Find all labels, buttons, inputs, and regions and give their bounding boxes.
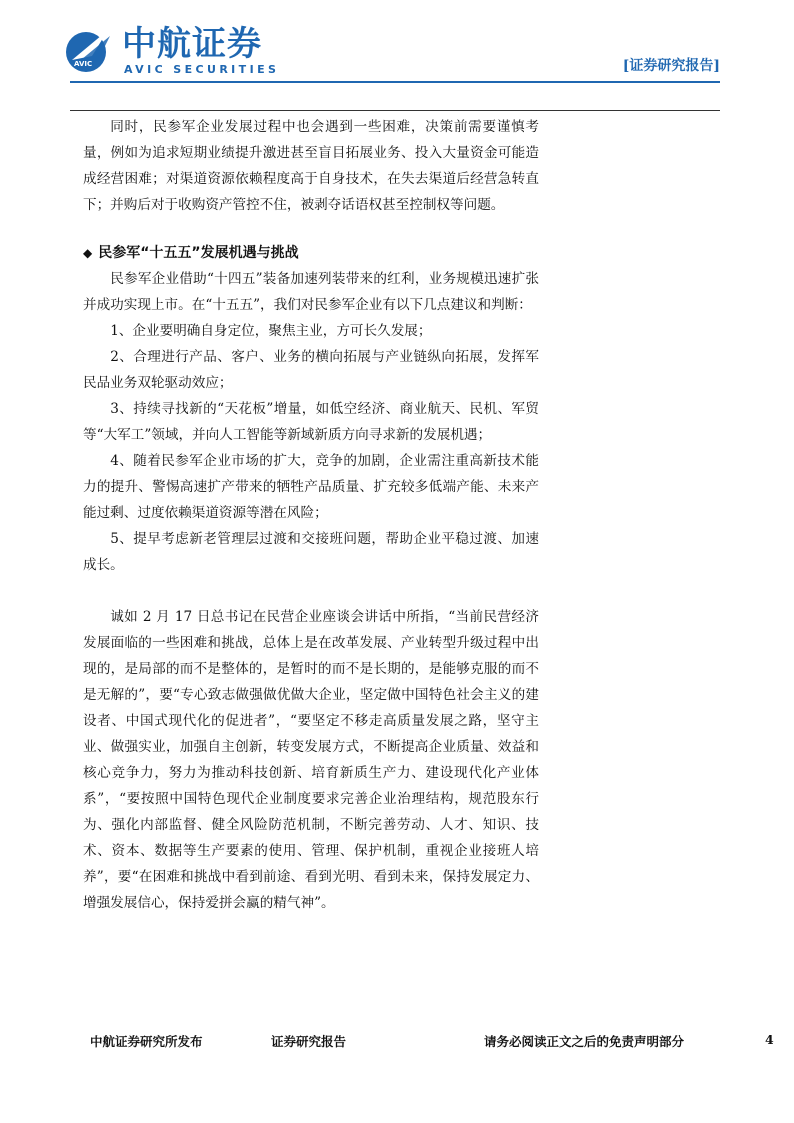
footer-disclaimer-note: 请务必阅读正文之后的免责声明部分 [484, 1034, 685, 1049]
list-item: 3、持续寻找新的“天花板”增量，如低空经济、商业航天、民机、军贸等“大军工”领域，并向人工智能等新域新质方向寻求新的发展机遇； [83, 401, 539, 443]
body-paragraph: 民参军企业借助“十四五”装备加速列装带来的红利，业务规模迅速扩张并成功实现上市。在“十五五”，我们对民参军企业有以下几点建议和判断： [83, 271, 539, 313]
paragraph-gap [83, 578, 539, 604]
page-number: 4 [765, 1032, 774, 1047]
page-footer [0, 1024, 794, 1054]
company-logo-text: 中航证券 [122, 24, 262, 64]
logo-badge-text: AVIC [74, 60, 93, 68]
footer-publisher: 中航证券研究所发布 [90, 1034, 203, 1049]
section-heading [83, 240, 539, 266]
header-rule [70, 110, 720, 111]
list-item: 2、合理进行产品、客户、业务的横向拓展与产业链纵向拓展，发挥军民品业务双轮驱动效应； [83, 349, 539, 391]
list-item: 5、提早考虑新老管理层过渡和交接班问题，帮助企业平稳过渡、加速成长。 [83, 531, 539, 573]
footer-report-type: 证券研究报告 [271, 1034, 347, 1049]
section-title: 民参军“十五五”发展机遇与挑战 [98, 245, 299, 261]
list-item: 1、企业要明确自身定位，聚焦主业，方可长久发展； [110, 323, 432, 339]
header-divider [70, 81, 720, 83]
page-header [0, 0, 794, 112]
body-paragraph: 诚如 2 月 17 日总书记在民营企业座谈会讲话中所指，“当前民营经济发展面临的一些困难和挑战，总体上是在改革发展、产业转型升级过程中出现的，是局部的而不是整体的，是暂时的而不是长期的，是能够克服的而不是无解的”，要“专心致志做强做优做大企业，坚定做中国特色社会主义的建设者、中国式现代化的促进者”，“要坚定不移走高质量发展之路，坚守主业、做强实业，加强自主创新，转变发展方式，不断提高企业质量、效益和核心竞争力，努力为推动科技创新、培育新质生产力、建设现代化产业体系”，“要按照中国特色现代企业制度要求完善企业治理结构，规范股东行为、强化内部监督、健全风险防范机制，不断完善劳动、人才、知识、技术、资本、数据等生产要素的使用、管理、保护机制，重视企业接班人培养”，要“在困难和挑战中看到前途、看到光明、看到未来，保持发展定力、增强发展信心，保持爱拼会赢的精气神”。 [83, 609, 539, 911]
avic-logo-icon [62, 26, 114, 74]
list-item: 4、随着民参军企业市场的扩大，竞争的加剧，企业需注重高新技术能力的提升、警惕高速扩产带来的牺牲产品质量、扩充较多低端产能、未来产能过剩、过度依赖渠道资源等潜在风险； [83, 453, 539, 521]
report-type-tag: [证券研究报告] [622, 58, 720, 74]
body-paragraph: 同时，民参军企业发展过程中也会遇到一些困难，决策前需要谨慎考量，例如为追求短期业绩提升激进甚至盲目拓展业务、投入大量资金可能造成经营困难；对渠道资源依赖程度高于自身技术，在失去渠道后经营急转直下；并购后对于收购资产管控不住，被剥夺话语权甚至控制权等问题。 [83, 119, 539, 213]
report-body [83, 114, 539, 916]
company-logo-en: AVIC SECURITIES [124, 63, 280, 76]
diamond-bullet-icon: ◆ [83, 246, 93, 260]
